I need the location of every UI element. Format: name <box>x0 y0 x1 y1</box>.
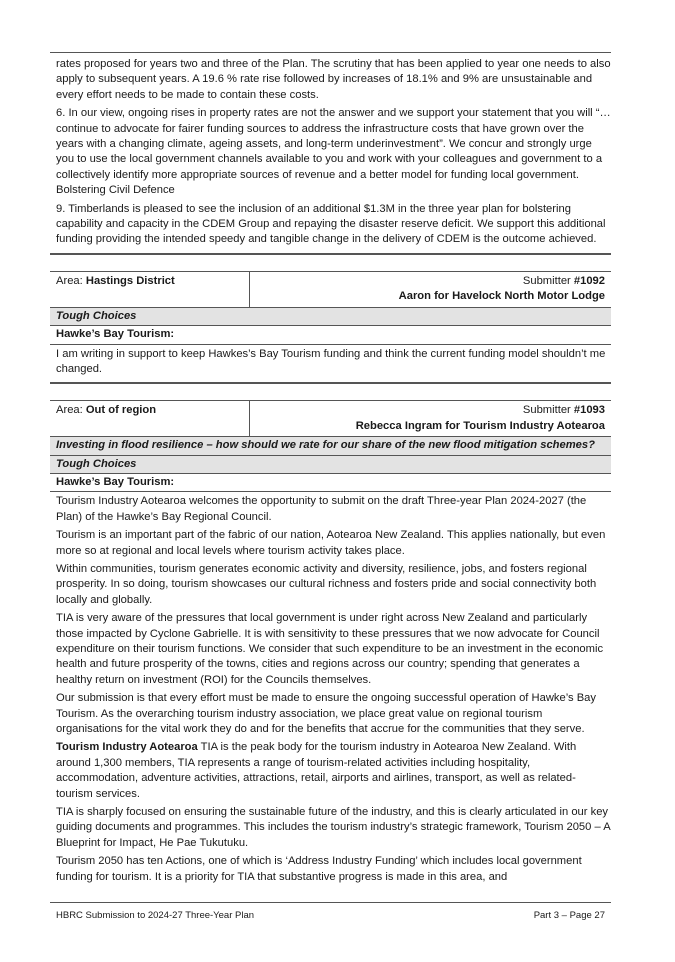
submitter-name: Aaron for Havelock North Motor Lodge <box>398 290 605 303</box>
submission-header <box>50 400 611 437</box>
intro-paragraph: 9. Timberlands is pleased to see the inclusion of an additional $1.3M in the three year plan for bolstering capability and capacity in the CDEM Group and repaying the disaster reserve deficit. We support this additional funding providing the intended speedy and tangible change in the delivery of CDEM is the outcome achieved. <box>56 202 606 246</box>
body-paragraph: Tourism is an important part of the fabric of our nation, Aotearoa New Zealand. This applies nationally, but even more so at regional and local levels where tourism activity takes place. <box>56 529 606 557</box>
submission-1092 <box>50 271 611 384</box>
body-paragraph: I am writing in support to keep Hawkes’s Bay Tourism funding and think the current funding model shouldn’t me changed. <box>56 347 606 375</box>
intro-block <box>50 53 611 255</box>
submitter-number: #1093 <box>573 404 605 417</box>
area-value: Out of region <box>85 404 157 417</box>
org-name: Tourism Industry Aotearoa <box>56 741 198 754</box>
body-paragraph: TIA is sharply focused on ensuring the sustainable future of the industry, and this is clearly articulated in our key guiding documents and programmes. This includes the tourism industry’s strategic framework, Tourism 2050 – A Blueprint for Impact, He Pae Tukutuku. <box>56 806 611 849</box>
topic-bar: Investing in flood resilience – how should we rate for our share of the new flood mitigation schemes? <box>50 437 611 455</box>
area-cell <box>50 272 250 307</box>
body-paragraph: Tourism Industry Aotearoa welcomes the opportunity to submit on the draft Three-year Plan 2024-2027 (the Plan) of the Hawke’s Bay Regional Council. <box>56 495 587 523</box>
submission-body <box>50 345 611 385</box>
topic-bar: Tough Choices <box>50 456 611 474</box>
submitter-label: Submitter <box>522 404 574 417</box>
submission-header <box>50 271 611 308</box>
body-paragraph: Within communities, tourism generates economic activity and diversity, resilience, jobs, and fosters regional prosperity. In so doing, tourism showcases our cultural richness and fosters pride and social connectivity both locally and globally. <box>56 562 597 606</box>
section-heading: Hawke’s Bay Tourism: <box>50 474 611 492</box>
submitter-name: Rebecca Ingram for Tourism Industry Aotearoa <box>355 419 605 432</box>
intro-paragraph: 6. In our view, ongoing rises in property rates are not the answer and we support your statement that you will “… continue to advocate for fairer funding sources to address the infrastructure costs that have grown over the years with a changing climate, ageing assets, and long-term underinvestment”. We concur and strongly urge you to use the local government channels available to you and work with your colleagues and government to a collectively identify more appropriate sources of revenue and a better model for funding local government. Bolstering Civil Defence <box>56 107 611 197</box>
area-cell <box>50 401 250 436</box>
body-paragraph <box>56 740 611 802</box>
submitter-number: #1092 <box>573 274 605 287</box>
submitter-cell <box>250 401 611 436</box>
body-paragraph: Tourism 2050 has ten Actions, one of which is ‘Address Industry Funding’ which includes local government funding for tourism. It is a priority for TIA that substantive progress is made in this area, and <box>56 855 582 883</box>
footer-page-number: Part 3 – Page 27 <box>533 910 605 921</box>
submitter-cell <box>250 272 611 307</box>
document-page <box>50 52 611 888</box>
footer-title: HBRC Submission to 2024-27 Three-Year Plan <box>56 910 255 921</box>
area-value: Hastings District <box>85 274 175 287</box>
topic-bar: Tough Choices <box>50 308 611 326</box>
section-heading: Hawke’s Bay Tourism: <box>50 326 611 344</box>
area-label: Area: <box>56 404 86 417</box>
area-label: Area: <box>56 274 86 287</box>
intro-paragraph: rates proposed for years two and three of the Plan. The scrutiny that has been applied to year one needs to also apply to subsequent years. A 19.6 % rate rise followed by increases of 18.1% and 9% are unsustainable and every effort needs to be made to contain these costs. <box>56 58 611 101</box>
body-paragraph: TIA is very aware of the pressures that local government is under right across New Zealand and particularly those impacted by Cyclone Gabrielle. It is with sensitivity to these pressures that we now advocate for Council expenditure on their tourism functions. We consider that such expenditure to be an investment in the economic health and future prosperity of the towns, cities and regions across our country; spending that generates a healthy return on investment (ROI) for the Councils themselves. <box>56 612 604 686</box>
submission-1093 <box>50 400 611 885</box>
submitter-label: Submitter <box>522 274 574 287</box>
body-paragraph: Our submission is that every effort must be made to ensure the ongoing successful operation of Hawke’s Bay Tourism. As the overarching tourism industry association, we place great value on regional tourism organisations for the vital work they do and for the benefits that accrue for the communities that they serve. <box>56 692 596 736</box>
paragraph-text: TIA is the peak body for the tourism industry in Aotearoa New Zealand. With around 1,300 members, TIA represents a range of tourism-related activities including hospitality, accommodation, adventure activities, attractions, retail, airports and airlines, transport, as well as related-tourism services. <box>56 741 577 800</box>
page-footer <box>50 902 611 921</box>
submission-body <box>50 492 611 885</box>
